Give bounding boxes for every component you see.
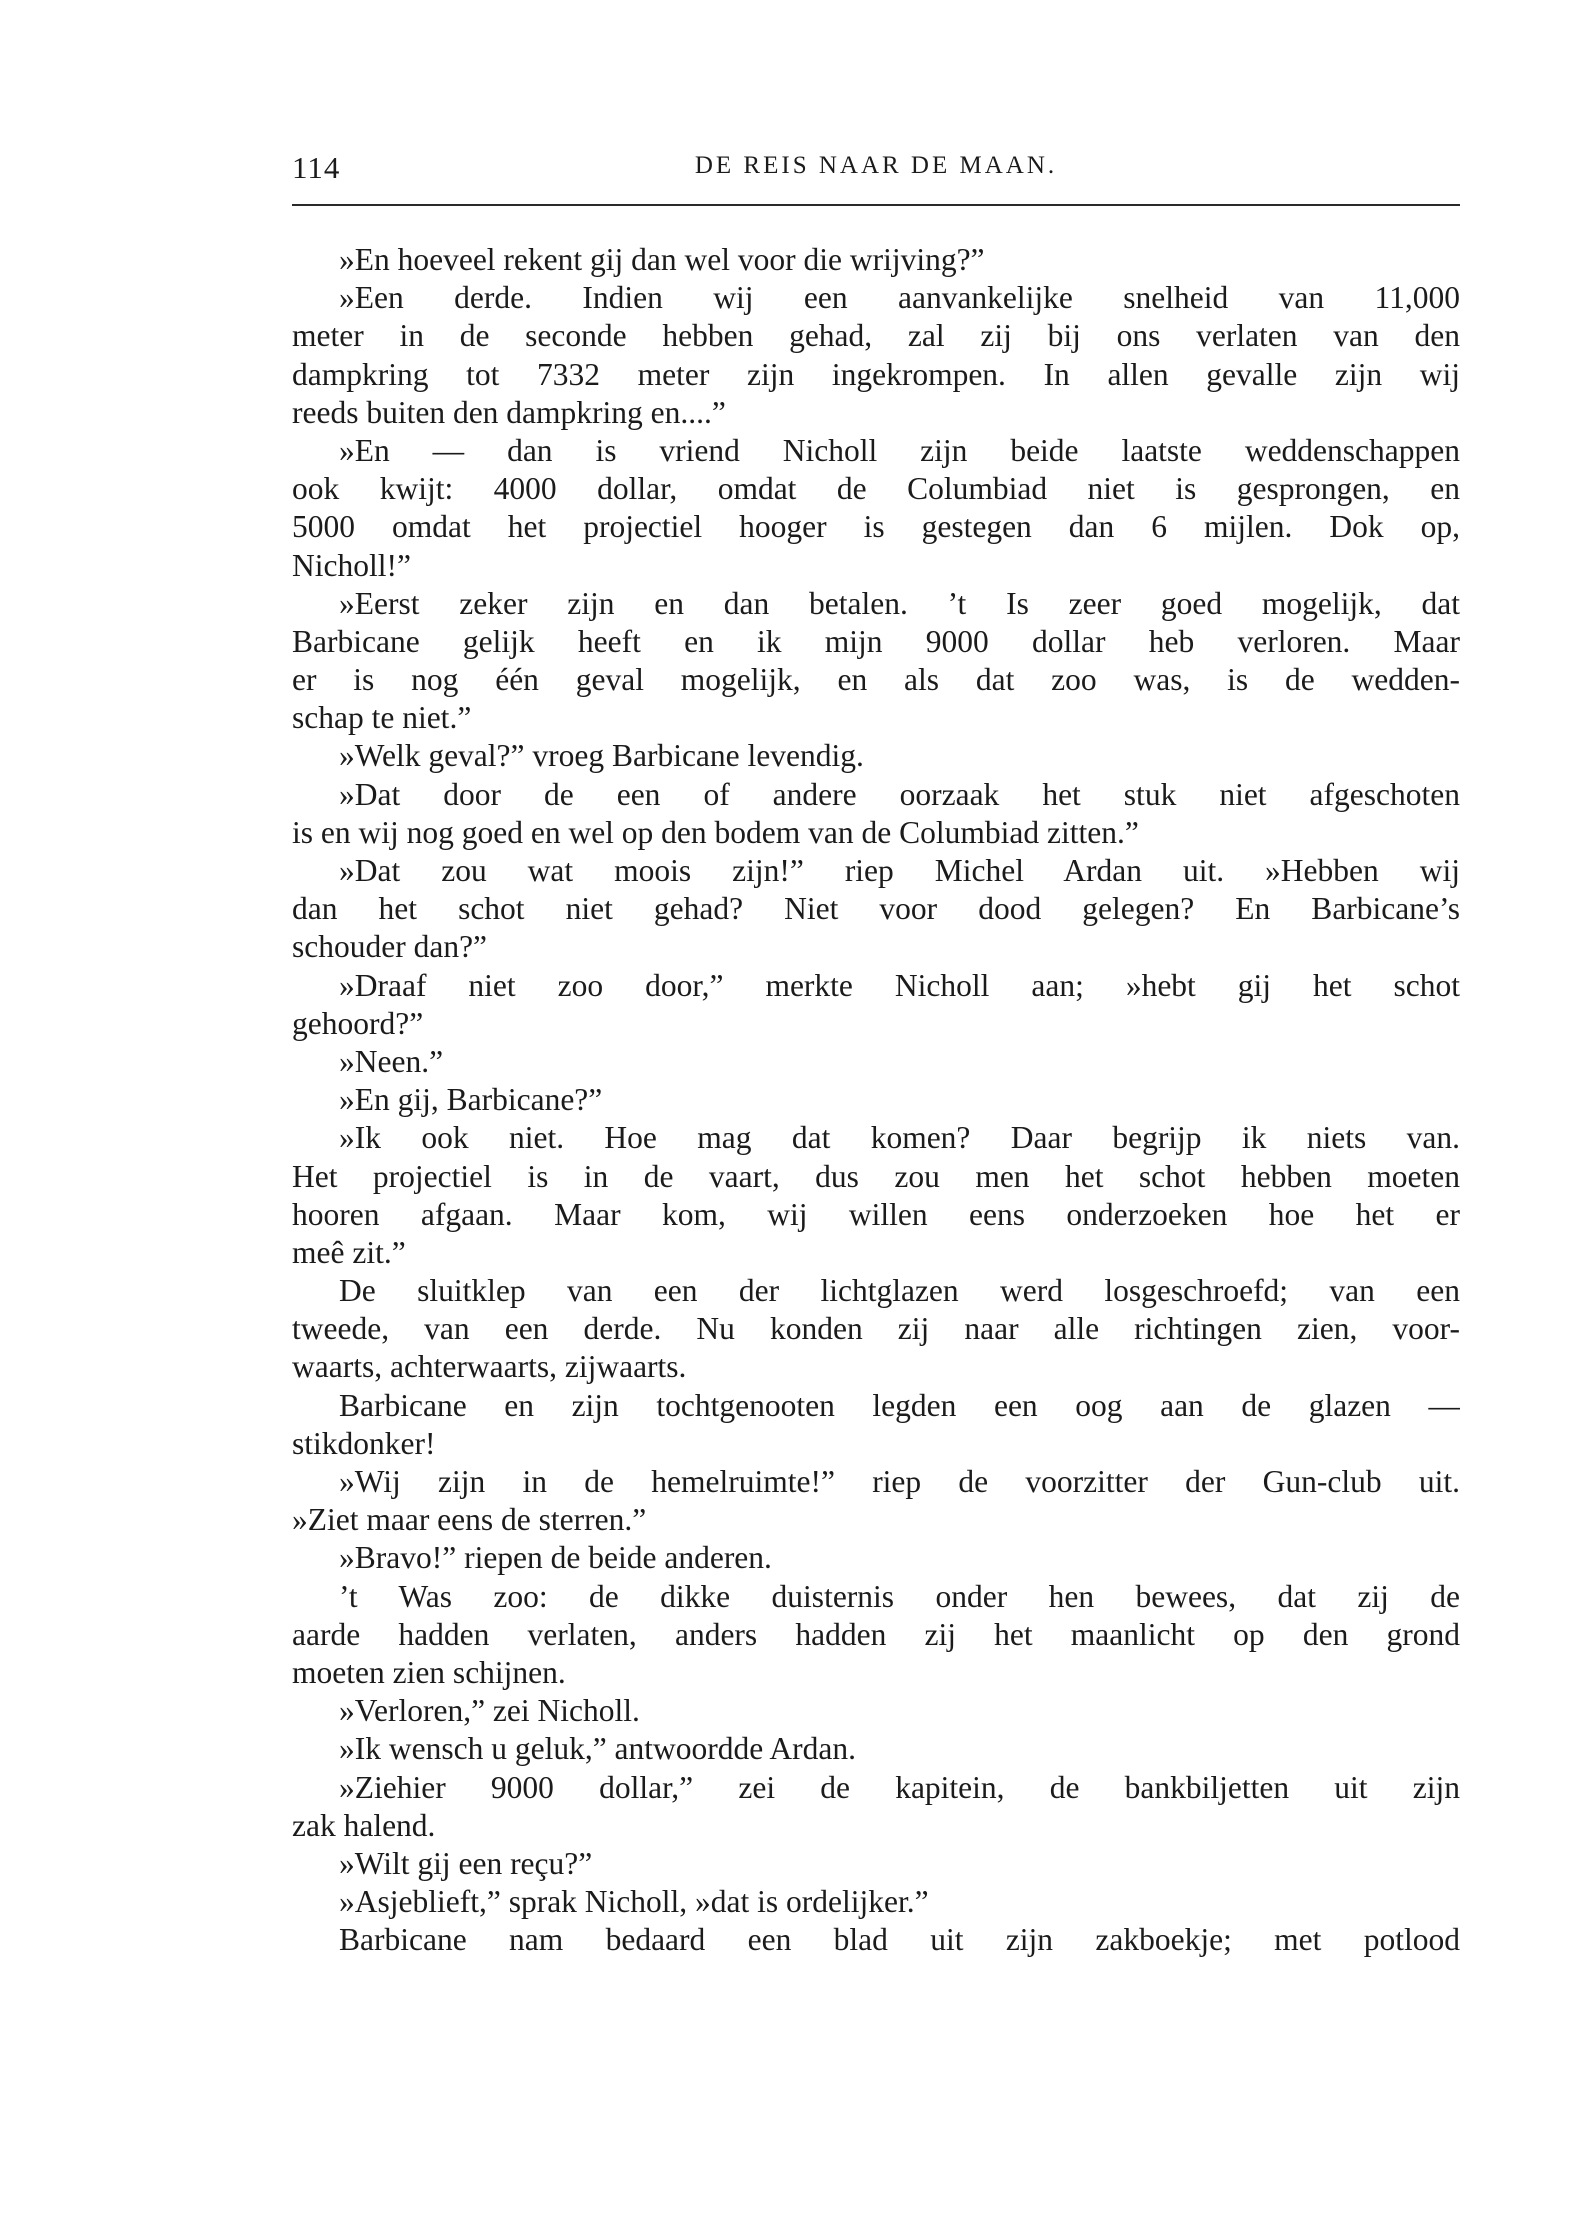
- text-line: schouder dan?”: [292, 929, 488, 965]
- text-line: »Dat zou wat moois zijn!” riep Michel Ardan uit. »Hebben wij: [339, 853, 1460, 888]
- text-line: meter in de seconde hebben gehad, zal zij bij ons verlaten van den: [292, 318, 1460, 354]
- text-line: »Wilt gij een reçu?”: [339, 1845, 593, 1881]
- text-line: »Eerst zeker zijn en dan betalen. ’t Is zeer goed mogelijk, dat: [339, 585, 1460, 621]
- text-line: reeds buiten den dampkring en....”: [292, 394, 726, 430]
- page-number: 114: [292, 150, 341, 185]
- text-line: dan het schot niet gehad? Niet voor dood gelegen? En Barbicane’s: [292, 891, 1460, 927]
- text-line: »Asjeblieft,” sprak Nicholl, »dat is ordelijker.”: [339, 1884, 929, 1920]
- text-line: hooren afgaan. Maar kom, wij willen eens onderzoeken hoe het er: [292, 1196, 1460, 1232]
- text-line: »En — dan is vriend Nicholl zijn beide laatste weddenschappen: [339, 432, 1460, 468]
- text-line: Barbicane nam bedaard een blad uit zijn zakboekje; met potlood: [339, 1922, 1460, 1958]
- text-line: »Welk geval?” vroeg Barbicane levendig.: [339, 738, 864, 774]
- text-line: moeten zien schijnen.: [292, 1654, 566, 1690]
- text-line: »Neen.”: [339, 1043, 444, 1079]
- text-line: stikdonker!: [292, 1425, 436, 1461]
- text-line: gehoord?”: [292, 1005, 424, 1041]
- text-line: De sluitklep van een der lichtglazen werd losgeschroefd; van een: [339, 1273, 1460, 1309]
- text-line: Barbicane gelijk heeft en ik mijn 9000 dollar heb verloren. Maar: [292, 623, 1460, 659]
- text-line: Het projectiel is in de vaart, dus zou men het schot hebben moeten: [292, 1158, 1460, 1194]
- text-line: »Draaf niet zoo door,” merkte Nicholl aan; »hebt gij het schot: [339, 967, 1460, 1003]
- text-line: Nicholl!”: [292, 547, 411, 583]
- running-title: DE REIS NAAR DE MAAN.: [694, 152, 1058, 179]
- text-body: [292, 241, 1460, 1959]
- text-line: waarts, achterwaarts, zijwaarts.: [292, 1349, 687, 1385]
- text-line: ’t Was zoo: de dikke duisternis onder hen bewees, dat zij de: [339, 1578, 1460, 1614]
- text-line: aarde hadden verlaten, anders hadden zij het maanlicht op den grond: [292, 1616, 1460, 1652]
- text-line: »En gij, Barbicane?”: [339, 1082, 603, 1118]
- page-header: [292, 150, 1460, 190]
- text-line: »En hoeveel rekent gij dan wel voor die wrijving?”: [339, 242, 985, 277]
- text-line: schap te niet.”: [292, 700, 472, 736]
- text-line: Barbicane en zijn tochtgenooten legden een oog aan de glazen —: [339, 1387, 1460, 1423]
- text-line: meê zit.”: [292, 1234, 406, 1270]
- header-rule: [292, 204, 1460, 206]
- text-line: »Een derde. Indien wij een aanvankelijke snelheid van 11,000: [339, 280, 1460, 316]
- text-line: tweede, van een derde. Nu konden zij naar alle richtingen zien, voor-: [292, 1311, 1460, 1347]
- text-line: ook kwijt: 4000 dollar, omdat de Columbiad niet is gesprongen, en: [292, 471, 1460, 507]
- text-line: »Ziehier 9000 dollar,” zei de kapitein, de bankbiljetten uit zijn: [339, 1769, 1460, 1805]
- text-line: 5000 omdat het projectiel hooger is gestegen dan 6 mijlen. Dok op,: [292, 509, 1460, 545]
- text-line: zak halend.: [292, 1807, 436, 1843]
- text-line: »Ziet maar eens de sterren.”: [292, 1502, 647, 1538]
- text-line: »Bravo!” riepen de beide anderen.: [339, 1540, 772, 1576]
- text-line: er is nog één geval mogelijk, en als dat zoo was, is de wedden-: [292, 662, 1460, 698]
- text-line: »Ik wensch u geluk,” antwoordde Ardan.: [339, 1731, 856, 1767]
- text-line: »Ik ook niet. Hoe mag dat komen? Daar begrijp ik niets van.: [339, 1120, 1460, 1156]
- text-line: »Verloren,” zei Nicholl.: [339, 1693, 640, 1729]
- text-line: »Dat door de een of andere oorzaak het stuk niet afgeschoten: [339, 776, 1460, 812]
- text-line: »Wij zijn in de hemelruimte!” riep de voorzitter der Gun-club uit.: [339, 1464, 1460, 1499]
- text-line: is en wij nog goed en wel op den bodem van de Columbiad zitten.”: [292, 814, 1139, 850]
- text-line: dampkring tot 7332 meter zijn ingekrompen. In allen gevalle zijn wij: [292, 356, 1460, 392]
